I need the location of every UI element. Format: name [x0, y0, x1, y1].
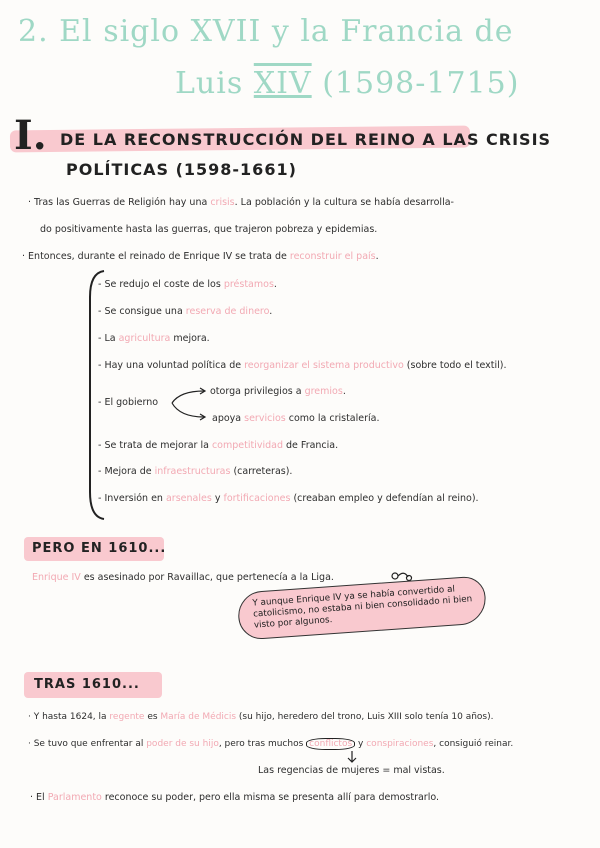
- section-title-line2: POLÍTICAS (1598-1661): [66, 160, 297, 179]
- title-prefix: Luis: [175, 66, 254, 101]
- list-item: - Se redujo el coste de los préstamos.: [98, 279, 277, 290]
- list-item-gobierno: - El gobierno: [98, 397, 159, 408]
- note-bubble-text: Y aunque Enrique IV ya se había convertido al catolicismo, no estaba ni bien consolidado ni bien visto por algunos.: [252, 584, 473, 631]
- tras-heading: TRAS 1610...: [34, 677, 140, 692]
- gobierno-sub1: otorga privilegios a gremios.: [210, 386, 346, 397]
- list-item: - Inversión en arsenales y fortificaciones (creaban empleo y defendían al reino).: [98, 493, 479, 504]
- tras-line4: · El Parlamento reconoce su poder, pero ella misma se presenta allí para demostrarlo.: [30, 792, 440, 803]
- list-item: - Hay una voluntad política de reorganizar el sistema productivo (sobre todo el textil).: [98, 360, 507, 371]
- section-numeral: I.: [14, 112, 47, 159]
- keyword-reconstruir: reconstruir el país: [289, 251, 376, 262]
- list-item: - Mejora de infraestructuras (carreteras).: [98, 466, 293, 477]
- note-bubble: [237, 575, 488, 640]
- list-item: - La agricultura mejora.: [98, 333, 210, 344]
- title-dates: (1598-1715): [311, 66, 520, 101]
- paragraph1-line2: do positivamente hasta las guerras, que trajeron pobreza y epidemias.: [40, 224, 378, 235]
- gobierno-sub2: apoya servicios como la cristalería.: [212, 413, 380, 424]
- page-title-line2: [175, 66, 519, 101]
- list-item: - Se consigue una reserva de dinero.: [98, 306, 273, 317]
- keyword-crisis: crisis: [210, 197, 235, 208]
- pero-text: Enrique IV es asesinado por Ravaillac, que pertenecía a la Liga.: [32, 572, 334, 583]
- paragraph2: · Entonces, durante el reinado de Enrique IV se trata de reconstruir el país.: [22, 251, 379, 262]
- tras-line3: Las regencias de mujeres = mal vistas.: [258, 765, 445, 776]
- title-roman: XIV: [253, 66, 312, 101]
- paragraph1-line1: · Tras las Guerras de Religión hay una crisis. La población y la cultura se había desarrolla-: [28, 197, 454, 208]
- page-title-line1: 2. El siglo XVII y la Francia de: [18, 14, 514, 49]
- list-item: - Se trata de mejorar la competitividad de Francia.: [98, 440, 339, 451]
- branch-arrows-icon: [170, 385, 208, 423]
- pero-heading: PERO EN 1610...: [32, 541, 167, 556]
- down-arrow-icon: [346, 750, 358, 764]
- tras-line2: · Se tuvo que enfrentar al poder de su hijo, pero tras muchos conflictos y conspiraciones, consiguió reinar.: [28, 739, 514, 749]
- tras-line1: · Y hasta 1624, la regente es María de Médicis (su hijo, heredero del trono, Luis XIII solo tenía 10 años).: [28, 712, 494, 722]
- section-title-line1: DE LA RECONSTRUCCIÓN DEL REINO A LAS CRISIS: [60, 130, 552, 149]
